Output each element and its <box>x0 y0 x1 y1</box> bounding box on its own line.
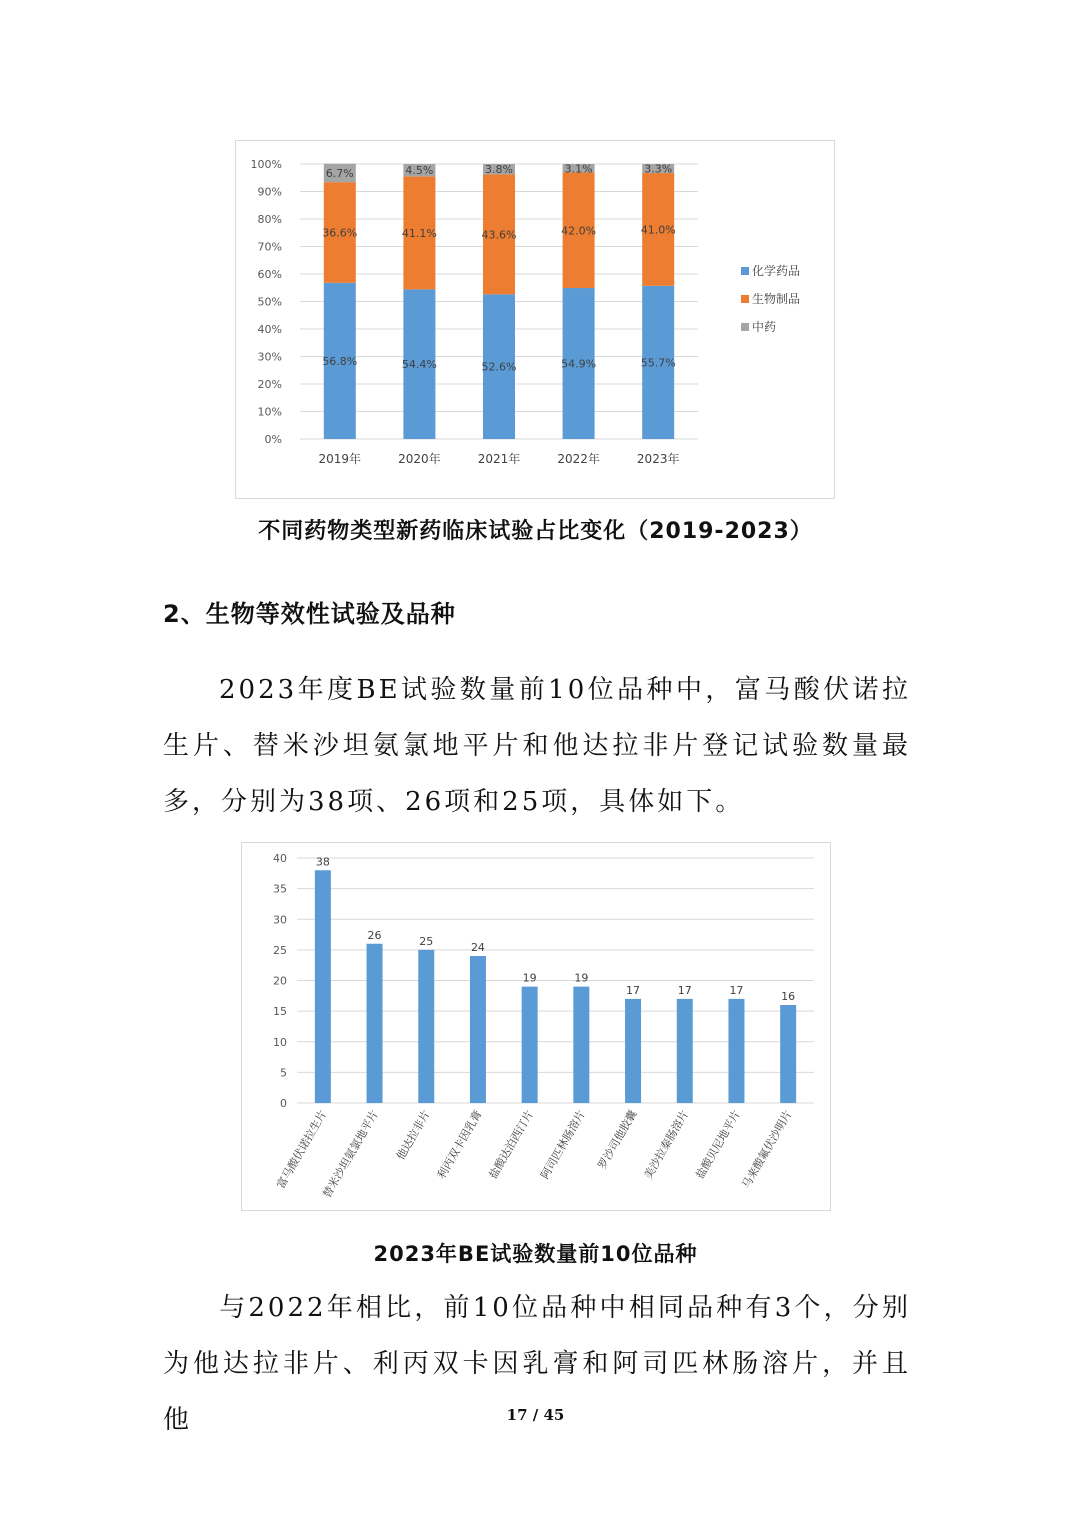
paragraph-2-text: 与2022年相比，前10位品种中相同品种有3个，分别为他达拉非片、利丙双卡因乳膏和阿司匹林肠溶片，并且他 <box>163 1293 911 1435</box>
data-label: 41.0% <box>640 223 676 237</box>
data-label: 52.6% <box>481 360 517 374</box>
y-tick-label: 70% <box>257 240 282 254</box>
bar-chart-svg <box>242 843 830 1210</box>
y-tick-label: 100% <box>250 158 282 171</box>
y-tick-label: 0% <box>264 433 282 446</box>
y-tick-label: 20% <box>257 378 282 391</box>
y-tick-label: 40 <box>273 852 287 865</box>
y-tick-label: 60% <box>257 268 282 281</box>
y-tick-label: 35 <box>273 882 287 896</box>
data-label: 56.8% <box>322 354 358 368</box>
x-tick-label: 盐酸达泊西汀片 <box>486 1108 537 1182</box>
bar <box>367 944 383 1103</box>
x-tick-label: 利丙双卡因乳膏 <box>434 1108 485 1182</box>
paragraph-1 <box>163 662 911 830</box>
y-tick-label: 40% <box>257 323 282 336</box>
legend-swatch <box>741 323 749 331</box>
y-tick-label: 50% <box>257 295 282 309</box>
y-tick-label: 15 <box>273 1005 287 1019</box>
chart2-caption: 2023年BE试验数量前10位品种 <box>373 1242 698 1266</box>
y-tick-label: 5 <box>280 1066 287 1080</box>
x-tick-label: 替米沙坦氨氯地平片 <box>320 1108 382 1201</box>
x-tick-label: 他达拉非片 <box>394 1108 433 1163</box>
y-tick-label: 10% <box>257 405 282 419</box>
paragraph-1-text: 2023年度BE试验数量前10位品种中，富马酸伏诺拉生片、替米沙坦氨氯地平片和他达拉非片登记试验数量最多，分别为38项、26项和25项，具体如下。 <box>163 675 911 817</box>
x-tick-label: 2020年 <box>398 452 441 466</box>
y-tick-label: 20 <box>273 974 287 988</box>
data-label: 17 <box>677 983 692 997</box>
data-label: 41.1% <box>401 226 437 240</box>
bar <box>470 956 486 1103</box>
bar <box>625 999 641 1103</box>
data-label: 16 <box>781 990 796 1003</box>
data-label: 19 <box>574 971 589 985</box>
legend-label: 化学药品 <box>752 264 801 278</box>
bar <box>418 950 434 1103</box>
data-label: 6.7% <box>325 166 354 180</box>
data-label: 25 <box>419 934 434 948</box>
x-tick-label: 2023年 <box>636 452 680 466</box>
data-label: 3.8% <box>485 163 513 177</box>
x-tick-label: 罗沙司他胶囊 <box>595 1108 640 1172</box>
section-heading: 2、生物等效性试验及品种 <box>163 600 456 628</box>
stacked-bar-chart <box>235 140 835 499</box>
y-tick-label: 80% <box>257 213 282 226</box>
y-tick-label: 90% <box>257 185 282 199</box>
x-tick-label: 盐酸贝尼地平片 <box>693 1108 744 1182</box>
data-label: 17 <box>729 983 744 997</box>
y-tick-label: 30% <box>257 350 282 364</box>
y-tick-label: 25 <box>273 943 287 957</box>
data-label: 24 <box>470 941 485 954</box>
bar <box>573 987 589 1103</box>
x-tick-label: 阿司匹林肠溶片 <box>538 1108 588 1182</box>
legend-swatch <box>741 295 749 303</box>
bar <box>522 987 538 1103</box>
x-tick-label: 2021年 <box>477 452 521 466</box>
bar <box>315 870 331 1103</box>
stacked-bar-chart-svg <box>236 141 834 498</box>
data-label: 3.1% <box>564 162 593 176</box>
data-label: 17 <box>626 983 641 997</box>
data-label: 38 <box>315 855 330 869</box>
data-label: 4.5% <box>405 164 434 178</box>
x-tick-label: 2022年 <box>557 452 600 466</box>
data-label: 36.6% <box>322 226 358 240</box>
page-number: 17 / 45 <box>506 1406 565 1424</box>
x-tick-label: 美沙拉秦肠溶片 <box>641 1108 692 1182</box>
bar-chart <box>241 842 831 1211</box>
data-label: 19 <box>522 971 537 985</box>
bar <box>728 999 744 1103</box>
y-tick-label: 0 <box>280 1097 287 1110</box>
data-label: 42.0% <box>561 224 597 238</box>
x-tick-label: 2019年 <box>318 452 362 466</box>
data-label: 3.3% <box>644 162 673 176</box>
data-label: 43.6% <box>481 228 517 242</box>
x-tick-label: 马来酸氟伏沙明片 <box>739 1108 795 1191</box>
bar <box>677 999 693 1103</box>
chart1-caption: 不同药物类型新药临床试验占比变化（2019-2023） <box>258 519 813 544</box>
y-tick-label: 30 <box>273 913 287 927</box>
y-tick-label: 10 <box>273 1035 287 1049</box>
data-label: 54.4% <box>401 358 437 372</box>
legend-swatch <box>741 267 749 275</box>
legend-label: 生物制品 <box>752 292 801 306</box>
legend-label: 中药 <box>752 320 777 334</box>
data-label: 55.7% <box>640 356 676 370</box>
data-label: 54.9% <box>561 357 597 371</box>
bar <box>780 1005 796 1103</box>
data-label: 26 <box>367 928 382 942</box>
x-tick-label: 富马酸伏诺拉生片 <box>274 1108 330 1191</box>
